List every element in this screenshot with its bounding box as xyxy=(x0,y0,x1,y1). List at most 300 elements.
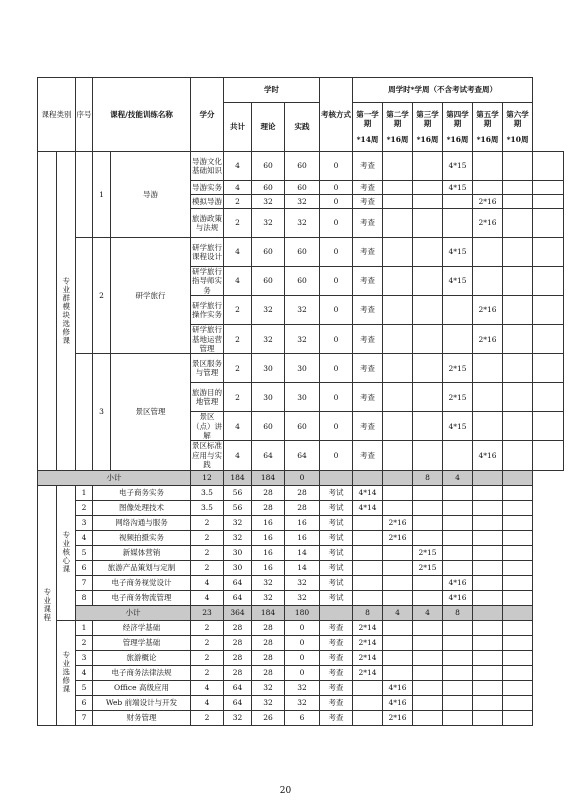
semester-cell xyxy=(383,665,413,680)
semester-cell xyxy=(413,412,443,441)
semester-cell: 2*16 xyxy=(473,209,503,238)
seq-cell: 5 xyxy=(76,680,93,695)
semester-cell xyxy=(383,470,413,485)
blank-seq-cell xyxy=(76,152,93,238)
semester-cell xyxy=(533,195,564,209)
total-hours-cell: 56 xyxy=(224,485,252,500)
total-hours-cell: 28 xyxy=(224,635,252,650)
semester-cell xyxy=(383,650,413,665)
semester-cell xyxy=(353,680,383,695)
seq-cell: 1 xyxy=(76,485,93,500)
semester-cell xyxy=(503,710,533,725)
semester-label: 第一学期 xyxy=(356,109,379,129)
semester-cell xyxy=(533,325,564,354)
course-name-cell: 电子商务实务 xyxy=(93,485,191,500)
total-hours-cell: 64 xyxy=(224,695,252,710)
group-name: 研学旅行 xyxy=(111,238,191,354)
semester-cell: 2*16 xyxy=(383,530,413,545)
semester-cell xyxy=(383,485,413,500)
assessment-cell: 考查 xyxy=(353,152,383,181)
total-hours-cell: 30 xyxy=(252,383,285,412)
semester-cell xyxy=(473,267,503,296)
table-row xyxy=(38,695,564,710)
table-row xyxy=(38,680,564,695)
semester-cell xyxy=(353,545,383,560)
course-name-cell: 经济学基础 xyxy=(93,620,191,635)
header-theory: 理论 xyxy=(252,103,285,152)
semester-cell xyxy=(503,605,533,620)
assessment-cell: 考查 xyxy=(320,710,353,725)
semester-cell xyxy=(413,152,443,181)
semester-cell xyxy=(473,710,503,725)
table-row xyxy=(38,485,564,500)
semester-cell xyxy=(413,665,443,680)
semester-cell xyxy=(503,296,533,325)
semester-cell xyxy=(443,635,473,650)
course-name-cell: 导游文化基础知识 xyxy=(191,152,224,181)
theory-hours-cell: 32 xyxy=(285,209,320,238)
semester-cell: 4*16 xyxy=(443,575,473,590)
blank-seq-cell xyxy=(76,238,93,354)
semester-cell: 4*15 xyxy=(443,412,473,441)
header-hours: 学时 xyxy=(224,78,320,103)
semester-cell: 4*15 xyxy=(443,267,473,296)
header-course-type: 课程类别 xyxy=(38,78,76,152)
semester-cell xyxy=(413,485,443,500)
seq-cell: 8 xyxy=(76,590,93,605)
header-course-name: 课程/技能训练名称 xyxy=(93,78,191,152)
total-hours-cell: 28 xyxy=(224,620,252,635)
practice-hours-cell: 0 xyxy=(285,620,320,635)
subtotal-row xyxy=(38,605,564,620)
total-hours-cell: 32 xyxy=(224,515,252,530)
assessment-cell: 考查 xyxy=(353,325,383,354)
assessment-cell: 考查 xyxy=(353,383,383,412)
course-name-cell: 研学旅行课程设计 xyxy=(191,238,224,267)
semester-cell: 2*16 xyxy=(473,325,503,354)
semester-cell xyxy=(533,354,564,383)
semester-cell xyxy=(473,500,503,515)
theory-hours-cell: 32 xyxy=(252,575,285,590)
theory-hours-cell: 16 xyxy=(252,515,285,530)
credit-cell: 2 xyxy=(191,710,224,725)
table-row xyxy=(38,515,564,530)
semester-cell xyxy=(383,181,413,195)
semester-cell xyxy=(353,530,383,545)
seq-cell: 3 xyxy=(76,650,93,665)
assessment-cell: 考试 xyxy=(320,560,353,575)
semester-weeks: *16周 xyxy=(476,134,499,144)
theory-hours-cell: 26 xyxy=(252,710,285,725)
semester-cell: 4*15 xyxy=(443,152,473,181)
semester-cell xyxy=(473,181,503,195)
course-name-cell: 财务管理 xyxy=(93,710,191,725)
semester-cell xyxy=(443,500,473,515)
credit-cell: 2 xyxy=(224,354,252,383)
assessment-cell: 考查 xyxy=(353,209,383,238)
total-hours-cell: 32 xyxy=(224,710,252,725)
practice-hours-cell: 180 xyxy=(285,605,320,620)
semester-cell xyxy=(443,710,473,725)
semester-cell: 2*15 xyxy=(443,354,473,383)
semester-cell: 8 xyxy=(443,605,473,620)
course-name-cell: 研学旅行操作实务 xyxy=(191,296,224,325)
credit-cell: 4 xyxy=(224,441,252,470)
semester-cell xyxy=(383,560,413,575)
semester-cell xyxy=(503,209,533,238)
semester-cell xyxy=(383,545,413,560)
semester-cell xyxy=(503,635,533,650)
semester-cell xyxy=(503,195,533,209)
theory-hours-cell: 60 xyxy=(285,412,320,441)
semester-cell xyxy=(443,545,473,560)
semester-cell: 4*16 xyxy=(473,441,503,470)
theory-hours-cell: 16 xyxy=(252,545,285,560)
credit-cell: 4 xyxy=(224,152,252,181)
semester-cell xyxy=(503,152,533,181)
header-semester xyxy=(353,103,383,152)
assessment-cell: 考查 xyxy=(353,441,383,470)
semester-cell xyxy=(473,152,503,181)
semester-cell: 4*14 xyxy=(353,485,383,500)
credit-cell: 4 xyxy=(191,680,224,695)
semester-cell xyxy=(443,195,473,209)
seq-cell: 1 xyxy=(76,620,93,635)
assessment-cell: 考查 xyxy=(353,412,383,441)
credit-cell: 2 xyxy=(191,650,224,665)
semester-cell: 2*16 xyxy=(473,195,503,209)
total-hours-cell: 64 xyxy=(224,680,252,695)
header-assessment: 考核方式 xyxy=(320,78,353,152)
semester-cell xyxy=(473,695,503,710)
semester-cell xyxy=(383,354,413,383)
seq-cell: 2 xyxy=(76,500,93,515)
semester-cell: 4*16 xyxy=(383,695,413,710)
course-name-cell: 电子商务视觉设计 xyxy=(93,575,191,590)
page-number: 20 xyxy=(279,786,292,796)
semester-cell: 2*14 xyxy=(353,650,383,665)
practice-hours-cell: 16 xyxy=(285,530,320,545)
total-hours-cell: 60 xyxy=(252,152,285,181)
total-hours-cell: 60 xyxy=(252,238,285,267)
total-hours-cell: 56 xyxy=(224,500,252,515)
credit-cell: 2 xyxy=(224,195,252,209)
semester-cell xyxy=(413,195,443,209)
semester-cell xyxy=(413,209,443,238)
semester-cell: 4*15 xyxy=(443,238,473,267)
semester-cell xyxy=(413,238,443,267)
semester-cell xyxy=(503,470,533,485)
assessment-cell: 考查 xyxy=(320,680,353,695)
table-row xyxy=(38,238,564,267)
module-section-label: 专业群模块选修课 xyxy=(57,152,76,471)
course-name-cell: 研学旅行基地运营管理 xyxy=(192,325,222,353)
semester-cell xyxy=(503,590,533,605)
semester-cell xyxy=(533,209,564,238)
practice-hours-cell: 0 xyxy=(285,470,320,485)
total-hours-cell: 60 xyxy=(252,181,285,195)
semester-cell xyxy=(503,441,533,470)
semester-cell xyxy=(473,412,503,441)
theory-hours-cell: 28 xyxy=(252,620,285,635)
semester-cell: 4 xyxy=(443,470,473,485)
seq-cell: 6 xyxy=(76,560,93,575)
semester-cell xyxy=(443,325,473,354)
semester-weeks: *10周 xyxy=(506,134,529,144)
semester-cell xyxy=(443,665,473,680)
semester-cell xyxy=(443,485,473,500)
practice-hours-cell: 32 xyxy=(285,680,320,695)
semester-cell xyxy=(533,441,564,470)
practice-hours-cell: 28 xyxy=(285,500,320,515)
assessment-cell: 考试 xyxy=(320,530,353,545)
course-name-cell: 旅游目的地管理 xyxy=(191,383,224,412)
assessment-cell: 考查 xyxy=(353,181,383,195)
practice-hours-cell: 0 xyxy=(320,296,353,325)
theory-hours-cell: 32 xyxy=(285,195,320,209)
curriculum-table xyxy=(37,77,564,726)
semester-weeks: *14周 xyxy=(356,134,379,144)
semester-cell xyxy=(473,560,503,575)
semester-label: 第二学期 xyxy=(386,109,409,129)
table-row xyxy=(38,635,564,650)
course-name-cell: 管理学基础 xyxy=(93,635,191,650)
semester-cell xyxy=(353,470,383,485)
semester-cell xyxy=(503,515,533,530)
semester-cell xyxy=(383,209,413,238)
semester-cell xyxy=(413,620,443,635)
subtotal-label: 小计 xyxy=(76,605,191,620)
theory-hours-cell: 184 xyxy=(252,470,285,485)
semester-cell: 4 xyxy=(383,605,413,620)
total-hours-cell: 30 xyxy=(224,560,252,575)
credit-cell: 12 xyxy=(191,470,224,485)
semester-cell xyxy=(443,441,473,470)
practice-hours-cell: 0 xyxy=(320,383,353,412)
semester-cell: 2*16 xyxy=(473,296,503,325)
semester-cell xyxy=(503,620,533,635)
total-hours-cell: 64 xyxy=(224,590,252,605)
credit-cell: 4 xyxy=(224,181,252,195)
assessment-cell: 考查 xyxy=(353,267,383,296)
semester-cell xyxy=(533,152,564,181)
semester-cell xyxy=(443,530,473,545)
theory-hours-cell: 64 xyxy=(285,441,320,470)
table-row xyxy=(38,500,564,515)
seq-cell: 3 xyxy=(76,515,93,530)
course-name-cell: 旅游政策与法规 xyxy=(191,209,224,238)
credit-cell: 2 xyxy=(191,560,224,575)
table-row xyxy=(38,152,564,181)
semester-weeks: *16周 xyxy=(386,134,409,144)
semester-cell xyxy=(503,500,533,515)
semester-cell xyxy=(503,181,533,195)
course-name-cell: 研学旅行指导师实务 xyxy=(192,267,222,295)
theory-hours-cell: 16 xyxy=(252,560,285,575)
seq-cell: 4 xyxy=(76,530,93,545)
practice-hours-cell: 0 xyxy=(320,152,353,181)
blank-seq-cell xyxy=(76,354,93,470)
semester-cell: 8 xyxy=(353,605,383,620)
table-row xyxy=(38,530,564,545)
course-name-cell: 景区服务与管理 xyxy=(191,354,224,383)
semester-cell xyxy=(473,545,503,560)
semester-cell xyxy=(503,238,533,267)
total-hours-cell: 28 xyxy=(224,650,252,665)
total-hours-cell: 32 xyxy=(252,195,285,209)
semester-cell xyxy=(503,560,533,575)
table-row xyxy=(38,560,564,575)
semester-cell xyxy=(473,620,503,635)
course-name-cell: 网络沟通与服务 xyxy=(93,515,191,530)
course-name-cell: 旅游产品策划与定制 xyxy=(93,560,191,575)
semester-cell xyxy=(533,296,564,325)
semester-cell xyxy=(353,515,383,530)
semester-cell xyxy=(413,635,443,650)
subtotal-row xyxy=(38,470,564,485)
semester-cell xyxy=(503,325,533,354)
semester-cell xyxy=(413,441,443,470)
semester-cell xyxy=(383,620,413,635)
table-row xyxy=(38,710,564,725)
semester-weeks: *16周 xyxy=(416,134,439,144)
semester-cell xyxy=(383,500,413,515)
semester-cell xyxy=(383,267,413,296)
header-weekly-title: 周学时*学周（不含考试考查周） xyxy=(353,78,533,103)
practice-hours-cell: 0 xyxy=(320,238,353,267)
assessment-cell xyxy=(320,605,353,620)
assessment-cell: 考查 xyxy=(353,238,383,267)
semester-cell xyxy=(413,695,443,710)
assessment-cell: 考查 xyxy=(320,650,353,665)
semester-cell xyxy=(503,383,533,412)
credit-cell: 3.5 xyxy=(191,500,224,515)
semester-cell: 2*16 xyxy=(383,515,413,530)
semester-cell xyxy=(413,325,443,354)
semester-label: 第四学期 xyxy=(446,109,469,129)
course-name-cell: 导游实务 xyxy=(191,181,224,195)
group-name: 景区管理 xyxy=(111,354,191,470)
semester-cell xyxy=(473,530,503,545)
semester-cell xyxy=(473,515,503,530)
credit-cell: 2 xyxy=(224,325,252,354)
table-row xyxy=(38,665,564,680)
credit-cell: 2 xyxy=(191,530,224,545)
theory-hours-cell: 32 xyxy=(285,325,320,354)
theory-hours-cell: 32 xyxy=(252,590,285,605)
semester-cell xyxy=(443,560,473,575)
semester-cell xyxy=(383,635,413,650)
credit-cell: 4 xyxy=(224,267,252,296)
header-semester xyxy=(503,103,533,152)
assessment-cell: 考试 xyxy=(320,515,353,530)
practice-hours-cell: 0 xyxy=(320,354,353,383)
theory-hours-cell: 60 xyxy=(285,267,320,296)
semester-cell xyxy=(503,412,533,441)
seq-cell: 5 xyxy=(76,545,93,560)
practice-hours-cell: 0 xyxy=(285,635,320,650)
course-name-cell: 旅游概论 xyxy=(93,650,191,665)
semester-cell xyxy=(413,680,443,695)
semester-cell: 4 xyxy=(413,605,443,620)
header-semester xyxy=(413,103,443,152)
credit-cell: 4 xyxy=(191,590,224,605)
semester-cell xyxy=(383,238,413,267)
practice-hours-cell: 0 xyxy=(320,267,353,296)
semester-cell xyxy=(473,635,503,650)
table-row xyxy=(38,545,564,560)
group-seq: 3 xyxy=(93,354,111,470)
semester-cell xyxy=(503,354,533,383)
assessment-cell: 考查 xyxy=(353,296,383,325)
table-row xyxy=(38,650,564,665)
header-practice: 实践 xyxy=(285,103,320,152)
practice-hours-cell: 0 xyxy=(320,209,353,238)
credit-cell: 2 xyxy=(191,665,224,680)
theory-hours-cell: 28 xyxy=(252,500,285,515)
semester-cell xyxy=(533,383,564,412)
course-name-cell: 新媒体营销 xyxy=(93,545,191,560)
group-seq: 2 xyxy=(93,238,111,354)
theory-hours-cell: 32 xyxy=(252,695,285,710)
seq-cell: 2 xyxy=(76,635,93,650)
table-row xyxy=(38,620,564,635)
semester-cell xyxy=(443,515,473,530)
semester-cell: 2*15 xyxy=(413,560,443,575)
semester-cell: 2*15 xyxy=(443,383,473,412)
credit-cell: 23 xyxy=(191,605,224,620)
semester-cell xyxy=(353,560,383,575)
core-label: 专业核心课 xyxy=(57,485,76,620)
semester-cell xyxy=(383,412,413,441)
table-row xyxy=(38,575,564,590)
seq-cell: 4 xyxy=(76,665,93,680)
semester-cell xyxy=(533,181,564,195)
theory-hours-cell: 60 xyxy=(285,181,320,195)
practice-hours-cell: 0 xyxy=(285,665,320,680)
semester-cell xyxy=(443,209,473,238)
semester-cell xyxy=(413,650,443,665)
semester-cell xyxy=(413,296,443,325)
credit-cell: 2 xyxy=(224,383,252,412)
theory-hours-cell: 60 xyxy=(285,238,320,267)
total-hours-cell: 30 xyxy=(224,545,252,560)
total-hours-cell: 60 xyxy=(252,412,285,441)
semester-cell xyxy=(413,590,443,605)
course-name-cell: 图像处理技术 xyxy=(93,500,191,515)
total-hours-cell: 32 xyxy=(252,325,285,354)
semester-cell xyxy=(503,530,533,545)
semester-cell xyxy=(473,470,503,485)
total-hours-cell: 184 xyxy=(224,470,252,485)
theory-hours-cell: 28 xyxy=(252,650,285,665)
semester-cell xyxy=(503,267,533,296)
semester-cell xyxy=(503,485,533,500)
practice-hours-cell: 14 xyxy=(285,545,320,560)
semester-cell xyxy=(473,650,503,665)
theory-hours-cell: 16 xyxy=(252,530,285,545)
assessment-cell: 考查 xyxy=(320,695,353,710)
semester-cell xyxy=(413,515,443,530)
credit-cell: 4 xyxy=(191,695,224,710)
credit-cell: 3.5 xyxy=(191,485,224,500)
practice-hours-cell: 0 xyxy=(285,650,320,665)
course-name-cell: 视频拍摄实务 xyxy=(93,530,191,545)
total-hours-cell: 30 xyxy=(252,354,285,383)
total-hours-cell: 28 xyxy=(224,665,252,680)
semester-cell xyxy=(533,267,564,296)
semester-label: 第六学期 xyxy=(506,109,529,129)
